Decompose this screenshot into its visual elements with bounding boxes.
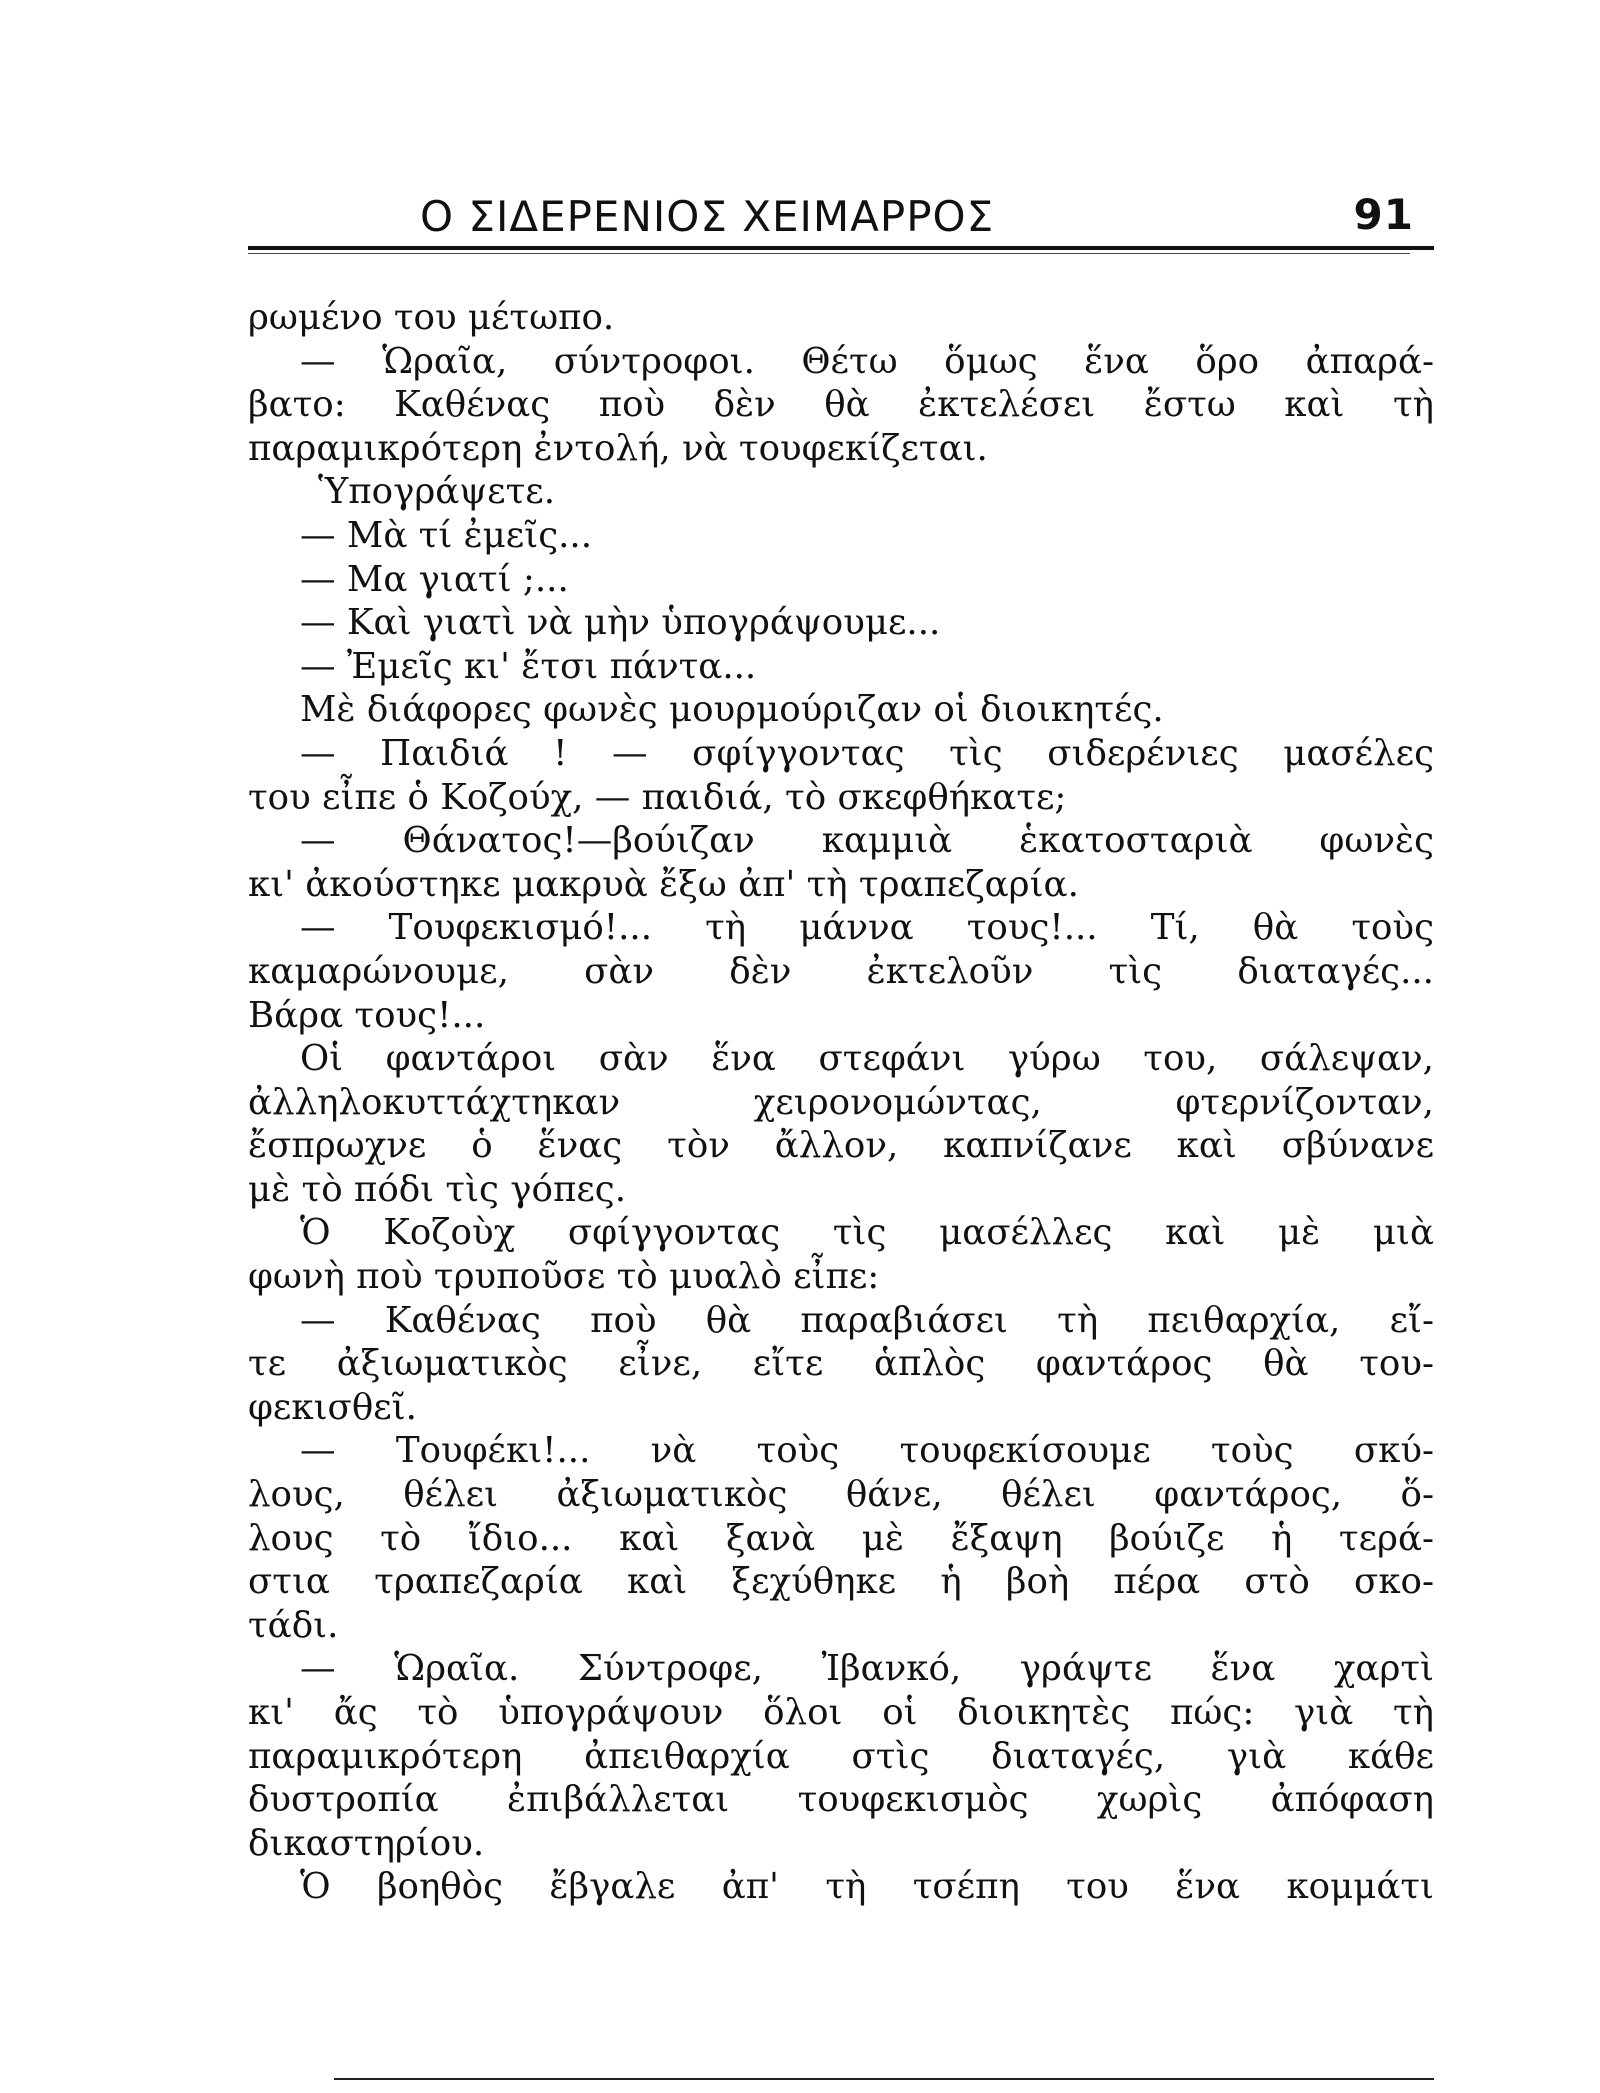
text-line: φωνὴ ποὺ τρυποῦσε τὸ μυαλὸ εἶπε: [248,1256,880,1298]
header-rule-thin [248,253,1410,254]
text-line: κι' ἀκούστηκε μακρυὰ ἔξω ἀπ' τὴ τραπεζαρία. [248,863,1079,905]
text-line: — Τουφεκισμό!... τὴ μάννα τους!... Τί, θὰ τοὺς [300,907,1434,949]
text-line: φεκισθεῖ. [248,1386,417,1428]
text-line: Οἱ φαντάροι σὰν ἕνα στεφάνι γύρω του, σάλεψαν, [300,1038,1434,1080]
text-line: ἀλληλοκυττάχτηκαν χειρονομώντας, φτερνίζονταν, [248,1081,1434,1123]
text-line: — Ὡραῖα, σύντροφοι. Θέτω ὅμως ἕνα ὅρο ἀπαρά- [300,340,1434,382]
body-text [248,296,1434,1909]
text-line: ρωμένο του μέτωπο. [248,297,615,338]
running-title: Ο ΣΙΔΕΡΕΝΙΟΣ ΧΕΙΜΑΡΡΟΣ [420,192,995,241]
text-line: δυστροπία ἐπιβάλλεται τουφεκισμὸς χωρὶς ἀπόφαση [248,1779,1434,1821]
text-line: — Ἐμεῖς κι' ἔτσι πάντα... [300,645,757,687]
text-line: — Καθένας ποὺ θὰ παραβιάσει τὴ πειθαρχία, εἴ- [300,1299,1434,1341]
text-line: καμαρώνουμε, σὰν δὲν ἐκτελοῦν τὶς διαταγές... [248,950,1434,992]
text-line: βατο: Καθένας ποὺ δὲν θὰ ἐκτελέσει ἔστω καὶ τὴ [248,384,1434,426]
text-line: — Μὰ τί ἐμεῖς... [300,514,593,556]
text-line: — Παιδιά ! — σφίγγοντας τὶς σιδερένιες μασέλες [300,732,1434,774]
text-line: λους, θέλει ἀξιωματικὸς θάνε, θέλει φαντάρος, ὅ- [248,1474,1434,1516]
text-line: κι' ἄς τὸ ὑπογράψουν ὅλοι οἱ διοικητὲς πώς: γιὰ τὴ [248,1692,1434,1733]
text-line: Ὑπογράψετε. [318,471,556,513]
text-line: λους τὸ ἴδιο... καὶ ξανὰ μὲ ἔξαψη βούιζε ἡ τερά- [248,1517,1434,1559]
text-line: — Τουφέκι!... νὰ τοὺς τουφεκίσουμε τοὺς σκύ- [300,1430,1434,1472]
book-page [248,180,1434,1909]
text-line: — Θάνατος!—βούιζαν καμμιὰ ἑκατοσταριὰ φωνὲς [300,820,1434,862]
text-line: παραμικρότερη ἀπειθαρχία στὶς διαταγές, γιὰ κάθε [248,1735,1434,1777]
header-rule [248,246,1434,250]
text-line: δικαστηρίου. [248,1822,485,1864]
text-line: ἔσπρωχνε ὁ ἕνας τὸν ἄλλον, καπνίζανε καὶ σβύνανε [248,1125,1434,1167]
text-line: Μὲ διάφορες φωνὲς μουρμούριζαν οἱ διοικητές. [300,689,1164,731]
text-line: τε ἀξιωματικὸς εἶνε, εἴτε ἁπλὸς φαντάρος θὰ του- [248,1343,1434,1385]
text-line: Βάρα τους!... [248,994,486,1036]
footer-rule [334,2078,1434,2080]
text-line: παραμικρότερη ἐντολή, νὰ τουφεκίζεται. [248,427,988,469]
text-line: του εἶπε ὁ Κοζούχ, — παιδιά, τὸ σκεφθήκατε; [248,776,1067,818]
running-header [248,180,1434,242]
text-line: τάδι. [248,1604,339,1646]
text-line: στια τραπεζαρία καὶ ξεχύθηκε ἡ βοὴ πέρα στὸ σκο- [248,1561,1434,1603]
page-number: 91 [1353,190,1414,239]
text-line: Ὁ Κοζοὺχ σφίγγοντας τὶς μασέλλες καὶ μὲ μιὰ [300,1212,1434,1254]
text-line: Ὁ βοηθὸς ἔβγαλε ἀπ' τὴ τσέπη του ἕνα κομμάτι [300,1866,1434,1908]
text-line: — Ὡραῖα. Σύντροφε, Ἰβανκό, γράψτε ἕνα χαρτὶ [300,1648,1434,1690]
text-line: — Μα γιατί ;... [300,558,569,600]
text-line: — Καὶ γιατὶ νὰ μὴν ὑπογράψουμε... [300,602,941,644]
text-line: μὲ τὸ πόδι τὶς γόπες. [248,1168,627,1210]
